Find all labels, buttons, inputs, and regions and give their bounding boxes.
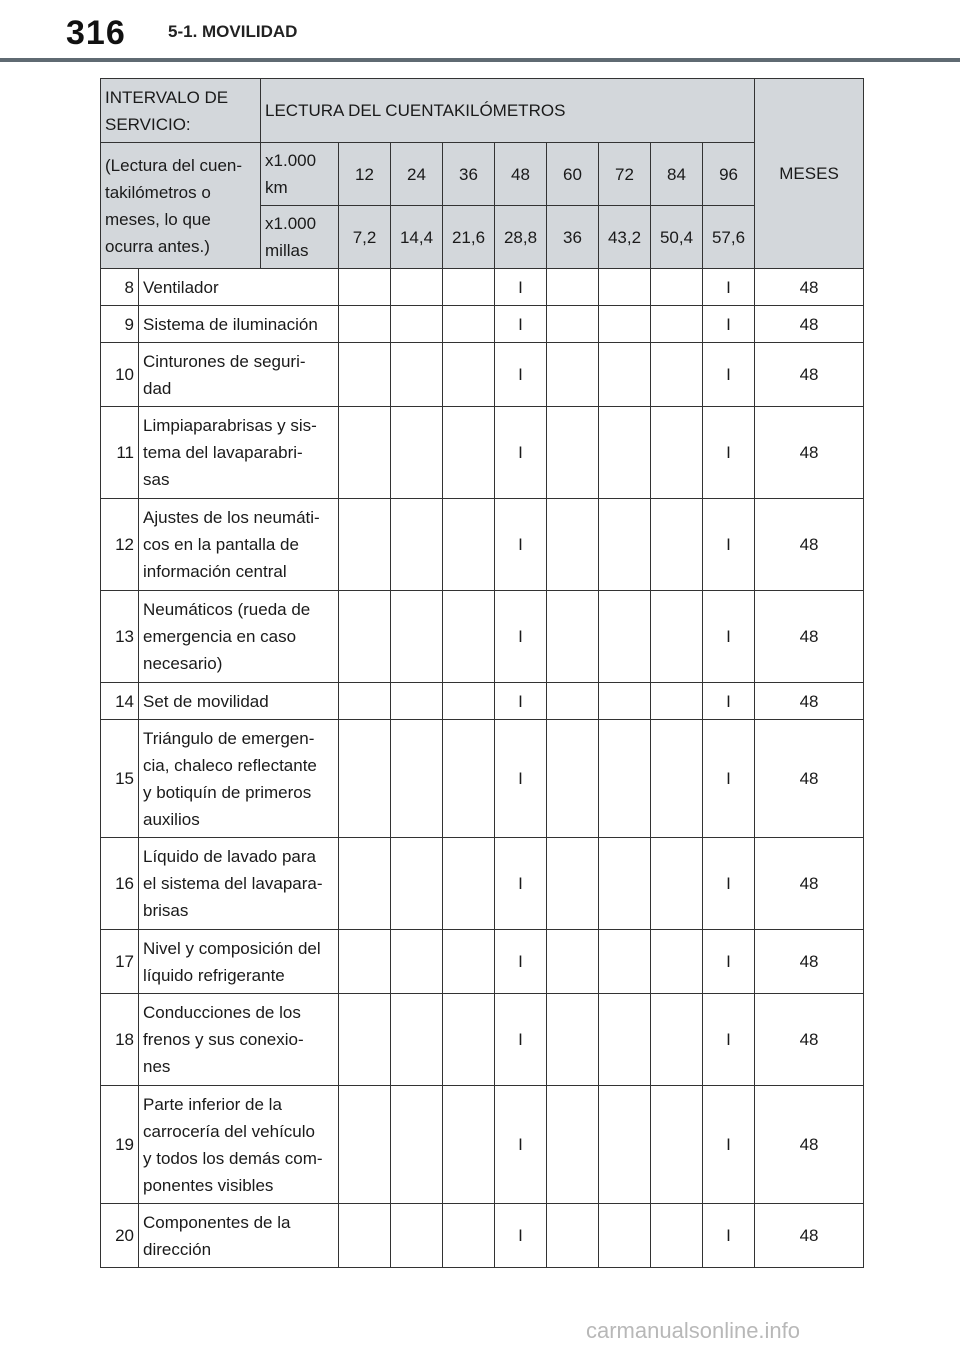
item-description bbox=[139, 838, 339, 930]
item-description-line: Parte inferior de la bbox=[143, 1094, 282, 1114]
item-description-line: nes bbox=[143, 1057, 171, 1076]
item-description-line: tema del lavaparabri- bbox=[143, 443, 303, 462]
inspection-mark-cell bbox=[443, 306, 495, 343]
item-description-line: dirección bbox=[143, 1239, 212, 1259]
inspection-mark-cell bbox=[547, 838, 599, 930]
inspection-mark-cell: I bbox=[703, 994, 755, 1086]
odometer-label-cell: LECTURA DEL CUENTAKILÓMETROS bbox=[261, 79, 755, 143]
table-row bbox=[101, 994, 864, 1086]
table-row bbox=[101, 343, 864, 407]
km-value-cell: 48 bbox=[495, 143, 547, 206]
inspection-mark-cell: I bbox=[495, 994, 547, 1086]
inspection-mark-cell bbox=[391, 720, 443, 838]
mile-value-cell: 43,2 bbox=[599, 206, 651, 269]
item-description-line: sas bbox=[143, 470, 170, 489]
inspection-mark-cell bbox=[339, 1086, 391, 1204]
inspection-mark-cell bbox=[599, 720, 651, 838]
inspection-mark-cell bbox=[599, 591, 651, 683]
item-description-line: auxilios bbox=[143, 809, 200, 829]
condition-note-line: takilómetros o bbox=[105, 182, 211, 202]
inspection-mark-cell bbox=[443, 1204, 495, 1268]
item-description-line: Conducciones de los bbox=[143, 1003, 301, 1022]
item-description bbox=[139, 407, 339, 499]
inspection-mark-cell: I bbox=[495, 683, 547, 720]
interval-label-line: SERVICIO: bbox=[105, 114, 191, 134]
inspection-mark-cell bbox=[651, 306, 703, 343]
condition-note-line: ocurra antes.) bbox=[105, 236, 210, 256]
page-header bbox=[0, 0, 960, 64]
item-number: 8 bbox=[101, 269, 139, 306]
mile-value-cell: 7,2 bbox=[339, 206, 391, 269]
inspection-mark-cell: I bbox=[495, 343, 547, 407]
inspection-mark-cell bbox=[651, 994, 703, 1086]
item-description bbox=[139, 343, 339, 407]
inspection-mark-cell bbox=[391, 269, 443, 306]
inspection-mark-cell bbox=[651, 591, 703, 683]
months-value: 48 bbox=[755, 343, 864, 407]
inspection-mark-cell: I bbox=[703, 591, 755, 683]
inspection-mark-cell: I bbox=[703, 720, 755, 838]
mile-value-cell: 21,6 bbox=[443, 206, 495, 269]
mile-value-cell: 28,8 bbox=[495, 206, 547, 269]
inspection-mark-cell bbox=[391, 1204, 443, 1268]
km-value-cell: 72 bbox=[599, 143, 651, 206]
item-description-line: Componentes de la bbox=[143, 1212, 291, 1232]
inspection-mark-cell bbox=[599, 269, 651, 306]
inspection-mark-cell: I bbox=[703, 838, 755, 930]
inspection-mark-cell: I bbox=[495, 838, 547, 930]
inspection-mark-cell bbox=[599, 306, 651, 343]
inspection-mark-cell: I bbox=[495, 407, 547, 499]
inspection-mark-cell bbox=[391, 407, 443, 499]
inspection-mark-cell bbox=[547, 343, 599, 407]
inspection-mark-cell bbox=[443, 499, 495, 591]
item-description bbox=[139, 720, 339, 838]
months-value: 48 bbox=[755, 306, 864, 343]
item-description-line: emergencia en caso bbox=[143, 627, 297, 646]
inspection-mark-cell bbox=[547, 720, 599, 838]
inspection-mark-cell bbox=[599, 838, 651, 930]
km-value-cell: 84 bbox=[651, 143, 703, 206]
inspection-mark-cell bbox=[391, 930, 443, 994]
inspection-mark-cell: I bbox=[495, 720, 547, 838]
inspection-mark-cell bbox=[339, 994, 391, 1086]
item-description-line: Set de movilidad bbox=[143, 691, 269, 711]
months-value: 48 bbox=[755, 1086, 864, 1204]
inspection-mark-cell: I bbox=[703, 1086, 755, 1204]
header-row-km bbox=[101, 143, 864, 206]
inspection-mark-cell bbox=[339, 269, 391, 306]
item-description-line: cos en la pantalla de bbox=[143, 535, 299, 554]
inspection-mark-cell bbox=[443, 407, 495, 499]
inspection-mark-cell bbox=[547, 269, 599, 306]
interval-label-line: INTERVALO DE bbox=[105, 87, 229, 107]
item-number: 20 bbox=[101, 1204, 139, 1268]
inspection-mark-cell bbox=[443, 994, 495, 1086]
inspection-mark-cell bbox=[547, 683, 599, 720]
item-description-line: Limpiaparabrisas y sis- bbox=[143, 416, 317, 435]
item-number: 10 bbox=[101, 343, 139, 407]
months-value: 48 bbox=[755, 269, 864, 306]
months-value: 48 bbox=[755, 930, 864, 994]
miles-unit-cell bbox=[261, 206, 339, 269]
table-row bbox=[101, 269, 864, 306]
item-description bbox=[139, 591, 339, 683]
months-label-cell: MESES bbox=[755, 79, 864, 269]
inspection-mark-cell bbox=[651, 499, 703, 591]
km-unit-line: km bbox=[265, 178, 288, 197]
inspection-mark-cell bbox=[339, 306, 391, 343]
header-rule bbox=[0, 58, 960, 62]
page-number: 316 bbox=[66, 14, 126, 52]
inspection-mark-cell bbox=[339, 343, 391, 407]
item-description bbox=[139, 1086, 339, 1204]
item-number: 18 bbox=[101, 994, 139, 1086]
item-description-line: Nivel y composición del bbox=[143, 938, 321, 958]
item-description-line: Neumáticos (rueda de bbox=[143, 600, 311, 619]
inspection-mark-cell bbox=[651, 1086, 703, 1204]
inspection-mark-cell bbox=[599, 1204, 651, 1268]
inspection-mark-cell: I bbox=[703, 499, 755, 591]
inspection-mark-cell bbox=[599, 683, 651, 720]
inspection-mark-cell bbox=[651, 930, 703, 994]
inspection-mark-cell bbox=[339, 838, 391, 930]
inspection-mark-cell: I bbox=[495, 930, 547, 994]
inspection-mark-cell: I bbox=[495, 1086, 547, 1204]
inspection-mark-cell: I bbox=[495, 306, 547, 343]
inspection-mark-cell bbox=[547, 1086, 599, 1204]
inspection-mark-cell bbox=[339, 1204, 391, 1268]
condition-note-line: (Lectura del cuen- bbox=[105, 155, 243, 175]
inspection-mark-cell: I bbox=[703, 269, 755, 306]
inspection-mark-cell bbox=[443, 591, 495, 683]
item-description bbox=[139, 306, 339, 343]
inspection-mark-cell bbox=[651, 343, 703, 407]
item-number: 9 bbox=[101, 306, 139, 343]
item-description-line: el sistema del lavapara- bbox=[143, 874, 323, 893]
item-description-line: y botiquín de primeros bbox=[143, 782, 312, 802]
condition-note-cell bbox=[101, 143, 261, 269]
inspection-mark-cell bbox=[391, 306, 443, 343]
item-number: 11 bbox=[101, 407, 139, 499]
item-number: 15 bbox=[101, 720, 139, 838]
item-number: 14 bbox=[101, 683, 139, 720]
item-description-line: cia, chaleco reflectante bbox=[143, 755, 317, 775]
item-description-line: ponentes visibles bbox=[143, 1175, 274, 1195]
inspection-mark-cell bbox=[651, 838, 703, 930]
item-description bbox=[139, 269, 339, 306]
item-description-line: información central bbox=[143, 562, 287, 581]
months-value: 48 bbox=[755, 591, 864, 683]
inspection-mark-cell bbox=[339, 407, 391, 499]
months-value: 48 bbox=[755, 1204, 864, 1268]
item-number: 17 bbox=[101, 930, 139, 994]
inspection-mark-cell bbox=[443, 838, 495, 930]
inspection-mark-cell bbox=[547, 930, 599, 994]
inspection-mark-cell: I bbox=[495, 499, 547, 591]
inspection-mark-cell bbox=[391, 591, 443, 683]
inspection-mark-cell bbox=[339, 499, 391, 591]
interval-label-cell bbox=[101, 79, 261, 143]
inspection-mark-cell bbox=[391, 683, 443, 720]
inspection-mark-cell bbox=[547, 591, 599, 683]
item-description-line: Líquido de lavado para bbox=[143, 847, 316, 866]
item-description-line: líquido refrigerante bbox=[143, 965, 285, 985]
inspection-mark-cell bbox=[651, 1204, 703, 1268]
inspection-mark-cell bbox=[443, 1086, 495, 1204]
table-row bbox=[101, 720, 864, 838]
inspection-mark-cell bbox=[651, 407, 703, 499]
table-row bbox=[101, 1086, 864, 1204]
inspection-mark-cell bbox=[651, 720, 703, 838]
item-description bbox=[139, 1204, 339, 1268]
mile-value-cell: 50,4 bbox=[651, 206, 703, 269]
inspection-mark-cell: I bbox=[495, 269, 547, 306]
inspection-mark-cell bbox=[391, 343, 443, 407]
table-row bbox=[101, 499, 864, 591]
inspection-mark-cell bbox=[599, 499, 651, 591]
inspection-mark-cell: I bbox=[703, 343, 755, 407]
item-number: 13 bbox=[101, 591, 139, 683]
mile-value-cell: 57,6 bbox=[703, 206, 755, 269]
inspection-mark-cell bbox=[443, 720, 495, 838]
item-description-line: Triángulo de emergen- bbox=[143, 728, 315, 748]
miles-unit-line: x1.000 bbox=[265, 214, 317, 233]
table-row bbox=[101, 591, 864, 683]
months-value: 48 bbox=[755, 499, 864, 591]
maintenance-schedule-table bbox=[100, 78, 864, 1268]
item-description bbox=[139, 499, 339, 591]
inspection-mark-cell bbox=[391, 499, 443, 591]
inspection-mark-cell bbox=[547, 994, 599, 1086]
km-value-cell: 60 bbox=[547, 143, 599, 206]
inspection-mark-cell: I bbox=[703, 306, 755, 343]
inspection-mark-cell: I bbox=[703, 1204, 755, 1268]
inspection-mark-cell bbox=[443, 930, 495, 994]
inspection-mark-cell bbox=[391, 994, 443, 1086]
table-row bbox=[101, 306, 864, 343]
km-value-cell: 12 bbox=[339, 143, 391, 206]
inspection-mark-cell bbox=[599, 930, 651, 994]
months-value: 48 bbox=[755, 407, 864, 499]
km-unit-cell bbox=[261, 143, 339, 206]
inspection-mark-cell bbox=[443, 343, 495, 407]
item-description-line: Ajustes de los neumáti- bbox=[143, 508, 320, 527]
item-description bbox=[139, 683, 339, 720]
km-value-cell: 24 bbox=[391, 143, 443, 206]
inspection-mark-cell: I bbox=[703, 930, 755, 994]
inspection-mark-cell bbox=[547, 499, 599, 591]
condition-note-line: meses, lo que bbox=[105, 209, 211, 229]
table-row bbox=[101, 930, 864, 994]
item-description-line: Ventilador bbox=[143, 277, 219, 297]
inspection-mark-cell: I bbox=[703, 407, 755, 499]
item-description-line: brisas bbox=[143, 901, 189, 920]
section-title: 5-1. MOVILIDAD bbox=[168, 22, 298, 41]
item-description-line: Sistema de iluminación bbox=[143, 314, 318, 334]
inspection-mark-cell bbox=[443, 683, 495, 720]
item-description-line: frenos y sus conexio- bbox=[143, 1030, 304, 1049]
inspection-mark-cell bbox=[547, 407, 599, 499]
mile-value-cell: 36 bbox=[547, 206, 599, 269]
item-number: 19 bbox=[101, 1086, 139, 1204]
months-value: 48 bbox=[755, 838, 864, 930]
km-value-cell: 96 bbox=[703, 143, 755, 206]
inspection-mark-cell bbox=[547, 306, 599, 343]
table-row bbox=[101, 683, 864, 720]
watermark: carmanualsonline.info bbox=[586, 1318, 801, 1343]
inspection-mark-cell bbox=[547, 1204, 599, 1268]
inspection-mark-cell: I bbox=[495, 591, 547, 683]
inspection-mark-cell bbox=[391, 1086, 443, 1204]
item-description-line: dad bbox=[143, 378, 172, 398]
header-row-interval bbox=[101, 79, 864, 143]
inspection-mark-cell: I bbox=[703, 683, 755, 720]
table-row bbox=[101, 407, 864, 499]
table-row bbox=[101, 838, 864, 930]
inspection-mark-cell bbox=[651, 683, 703, 720]
inspection-mark-cell bbox=[339, 930, 391, 994]
inspection-mark-cell bbox=[339, 720, 391, 838]
item-description bbox=[139, 930, 339, 994]
inspection-mark-cell bbox=[599, 343, 651, 407]
inspection-mark-cell bbox=[599, 1086, 651, 1204]
miles-unit-line: millas bbox=[265, 241, 309, 260]
inspection-mark-cell bbox=[443, 269, 495, 306]
months-value: 48 bbox=[755, 720, 864, 838]
inspection-mark-cell bbox=[651, 269, 703, 306]
inspection-mark-cell bbox=[599, 994, 651, 1086]
item-description-line: necesario) bbox=[143, 654, 223, 673]
mile-value-cell: 14,4 bbox=[391, 206, 443, 269]
item-description bbox=[139, 994, 339, 1086]
item-number: 16 bbox=[101, 838, 139, 930]
item-description-line: y todos los demás com- bbox=[143, 1148, 323, 1168]
table-row bbox=[101, 1204, 864, 1268]
inspection-mark-cell bbox=[339, 591, 391, 683]
months-value: 48 bbox=[755, 994, 864, 1086]
item-number: 12 bbox=[101, 499, 139, 591]
km-unit-line: x1.000 bbox=[265, 151, 317, 170]
inspection-mark-cell bbox=[339, 683, 391, 720]
km-value-cell: 36 bbox=[443, 143, 495, 206]
item-description-line: Cinturones de seguri- bbox=[143, 351, 306, 371]
months-value: 48 bbox=[755, 683, 864, 720]
inspection-mark-cell bbox=[391, 838, 443, 930]
item-description-line: carrocería del vehículo bbox=[143, 1121, 315, 1141]
inspection-mark-cell: I bbox=[495, 1204, 547, 1268]
inspection-mark-cell bbox=[599, 407, 651, 499]
